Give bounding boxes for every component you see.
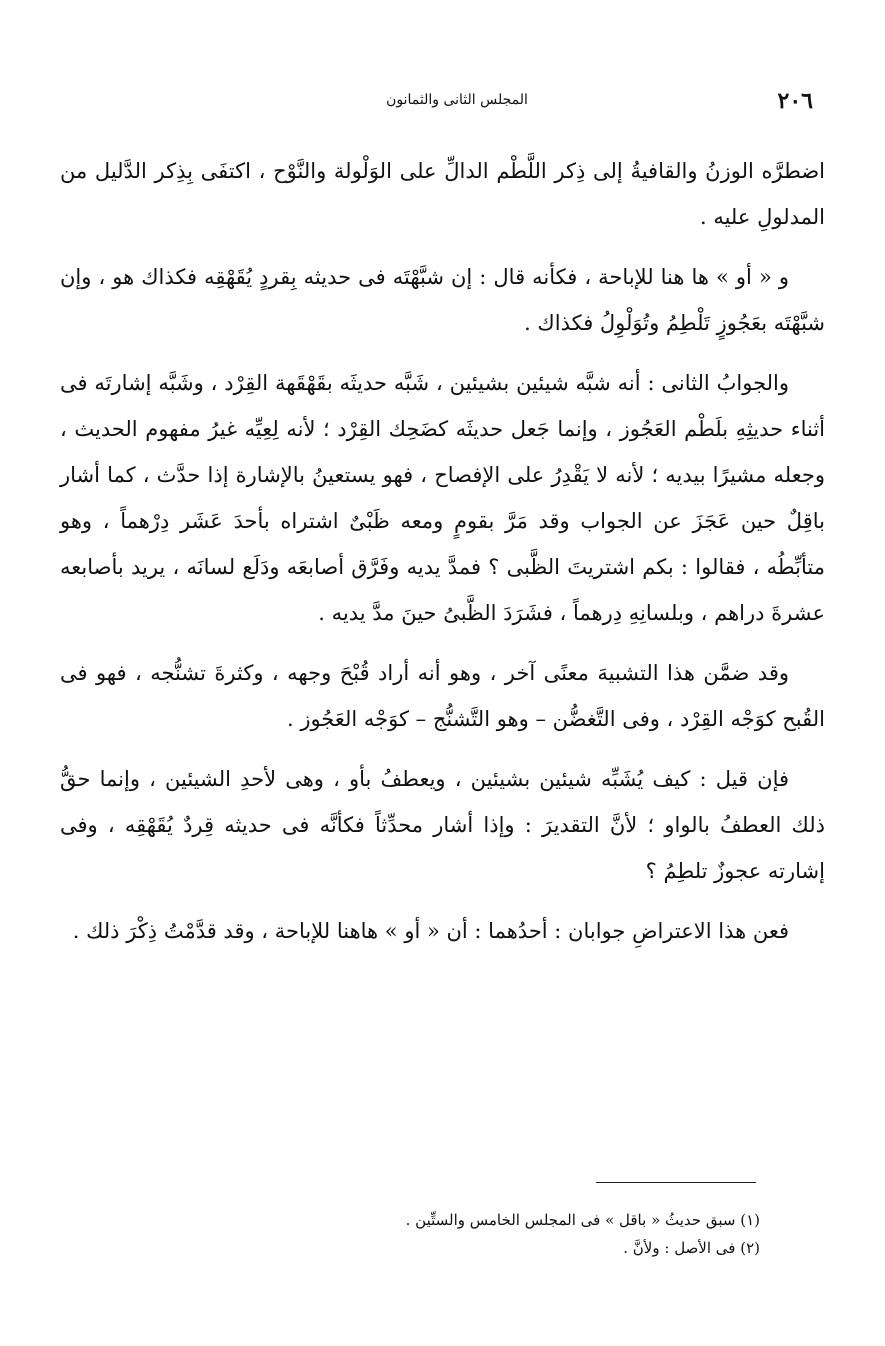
footnote: (١) سبق حديثُ « باقل » فى المجلس الخامس والستِّين . [405,1211,760,1229]
running-head: المجلس الثانى والثمانون [386,92,528,108]
footnote: (٢) فى الأصل : ولأنَّ . [623,1239,760,1257]
footnote-divider [596,1182,756,1183]
paragraph: اضطرَّه الوزنُ والقافيةُ إلى ذِكر اللَّطْم الدالِّ على الوَلْولة والنَّوْح ، اكتفَى بِذِكر الدَّليل من المدلولِ عليه . [60,159,825,229]
paragraph: فعن هذا الاعتراضِ جوابان : أحدُهما : أن « أو » هاهنا للإباحة ، وقد قدَّمْتُ ذِكْرَ ذلك . [72,919,789,943]
page-header [60,88,825,118]
main-text [60,148,825,968]
paragraph: وقد ضمَّن هذا التشبيهَ معنًى آخر ، وهو أنه أراد قُبْحَ وجهه ، وكثرةَ تشنُّجه ، فهو فى القُبح كوَجْه القِرْد ، وفى التَّغضُّن – وهو التَّشنُّج – كوَجْه العَجُوز . [60,661,825,731]
paragraph: و « أو » ها هنا للإباحة ، فكأنه قال : إن شبَّهْتَه فى حديثه بِقردٍ يُقَهْقِه فكذاك هو ، وإن شبَّهْتَه بعَجُوزٍ تَلْطِمُ وتُوَلْوِلُ فكذاك . [60,265,825,335]
paragraph: والجوابُ الثانى : أنه شبَّه شيئين بشيئين ، شَبَّه حديثَه بقَهْقَهة القِرْد ، وشَبَّه إشارتَه فى أثناء حديثِهِ بلَطْم العَجُوز ، وإنما جَعل حديثَه كضَحِك القِرْد ؛ لأنه لِعِيِّه غيرُ مفهوم الحديث ، وجعله مشيرًا بيديه ؛ لأنه لا يَقْدِرُ على الإفصاح ، فهو يستعينُ بالإشارة إذا حدَّث ، كما أشار باقِلٌ حين عَجَزَ عن الجواب وقد مَرَّ بقومٍ ومعه ظَبْىٌ اشتراه بأحدَ عَشَر دِرْهماً ، وهو متأبِّطُه ، فقالوا : بكم اشتريتَ الظَّبى ؟ فمدَّ يديه وفَرَّق أصابعَه ودَلَع لسانَه ، يريد بأصابعه عشرةَ دراهم ، وبلسانِهِ دِرهماً ، فشَرَدَ الظَّبىُ حينَ مدَّ يديه . [60,371,825,625]
footnotes [200,1206,760,1262]
page-number: ٢٠٦ [777,88,813,114]
paragraph: فإن قيل : كيف يُشَبِّه شيئين بشيئين ، ويعطفُ بأو ، وهى لأحدِ الشيئين ، وإنما حقُّ ذلك العطفُ بالواو ؛ لأنَّ التقديرَ : وإذا أشار محدِّثاً فكأنَّه فى حديثه قِردٌ يُقَهْقِه ، وفى إشارته عجوزٌ تلطِمُ ؟ [60,767,825,883]
